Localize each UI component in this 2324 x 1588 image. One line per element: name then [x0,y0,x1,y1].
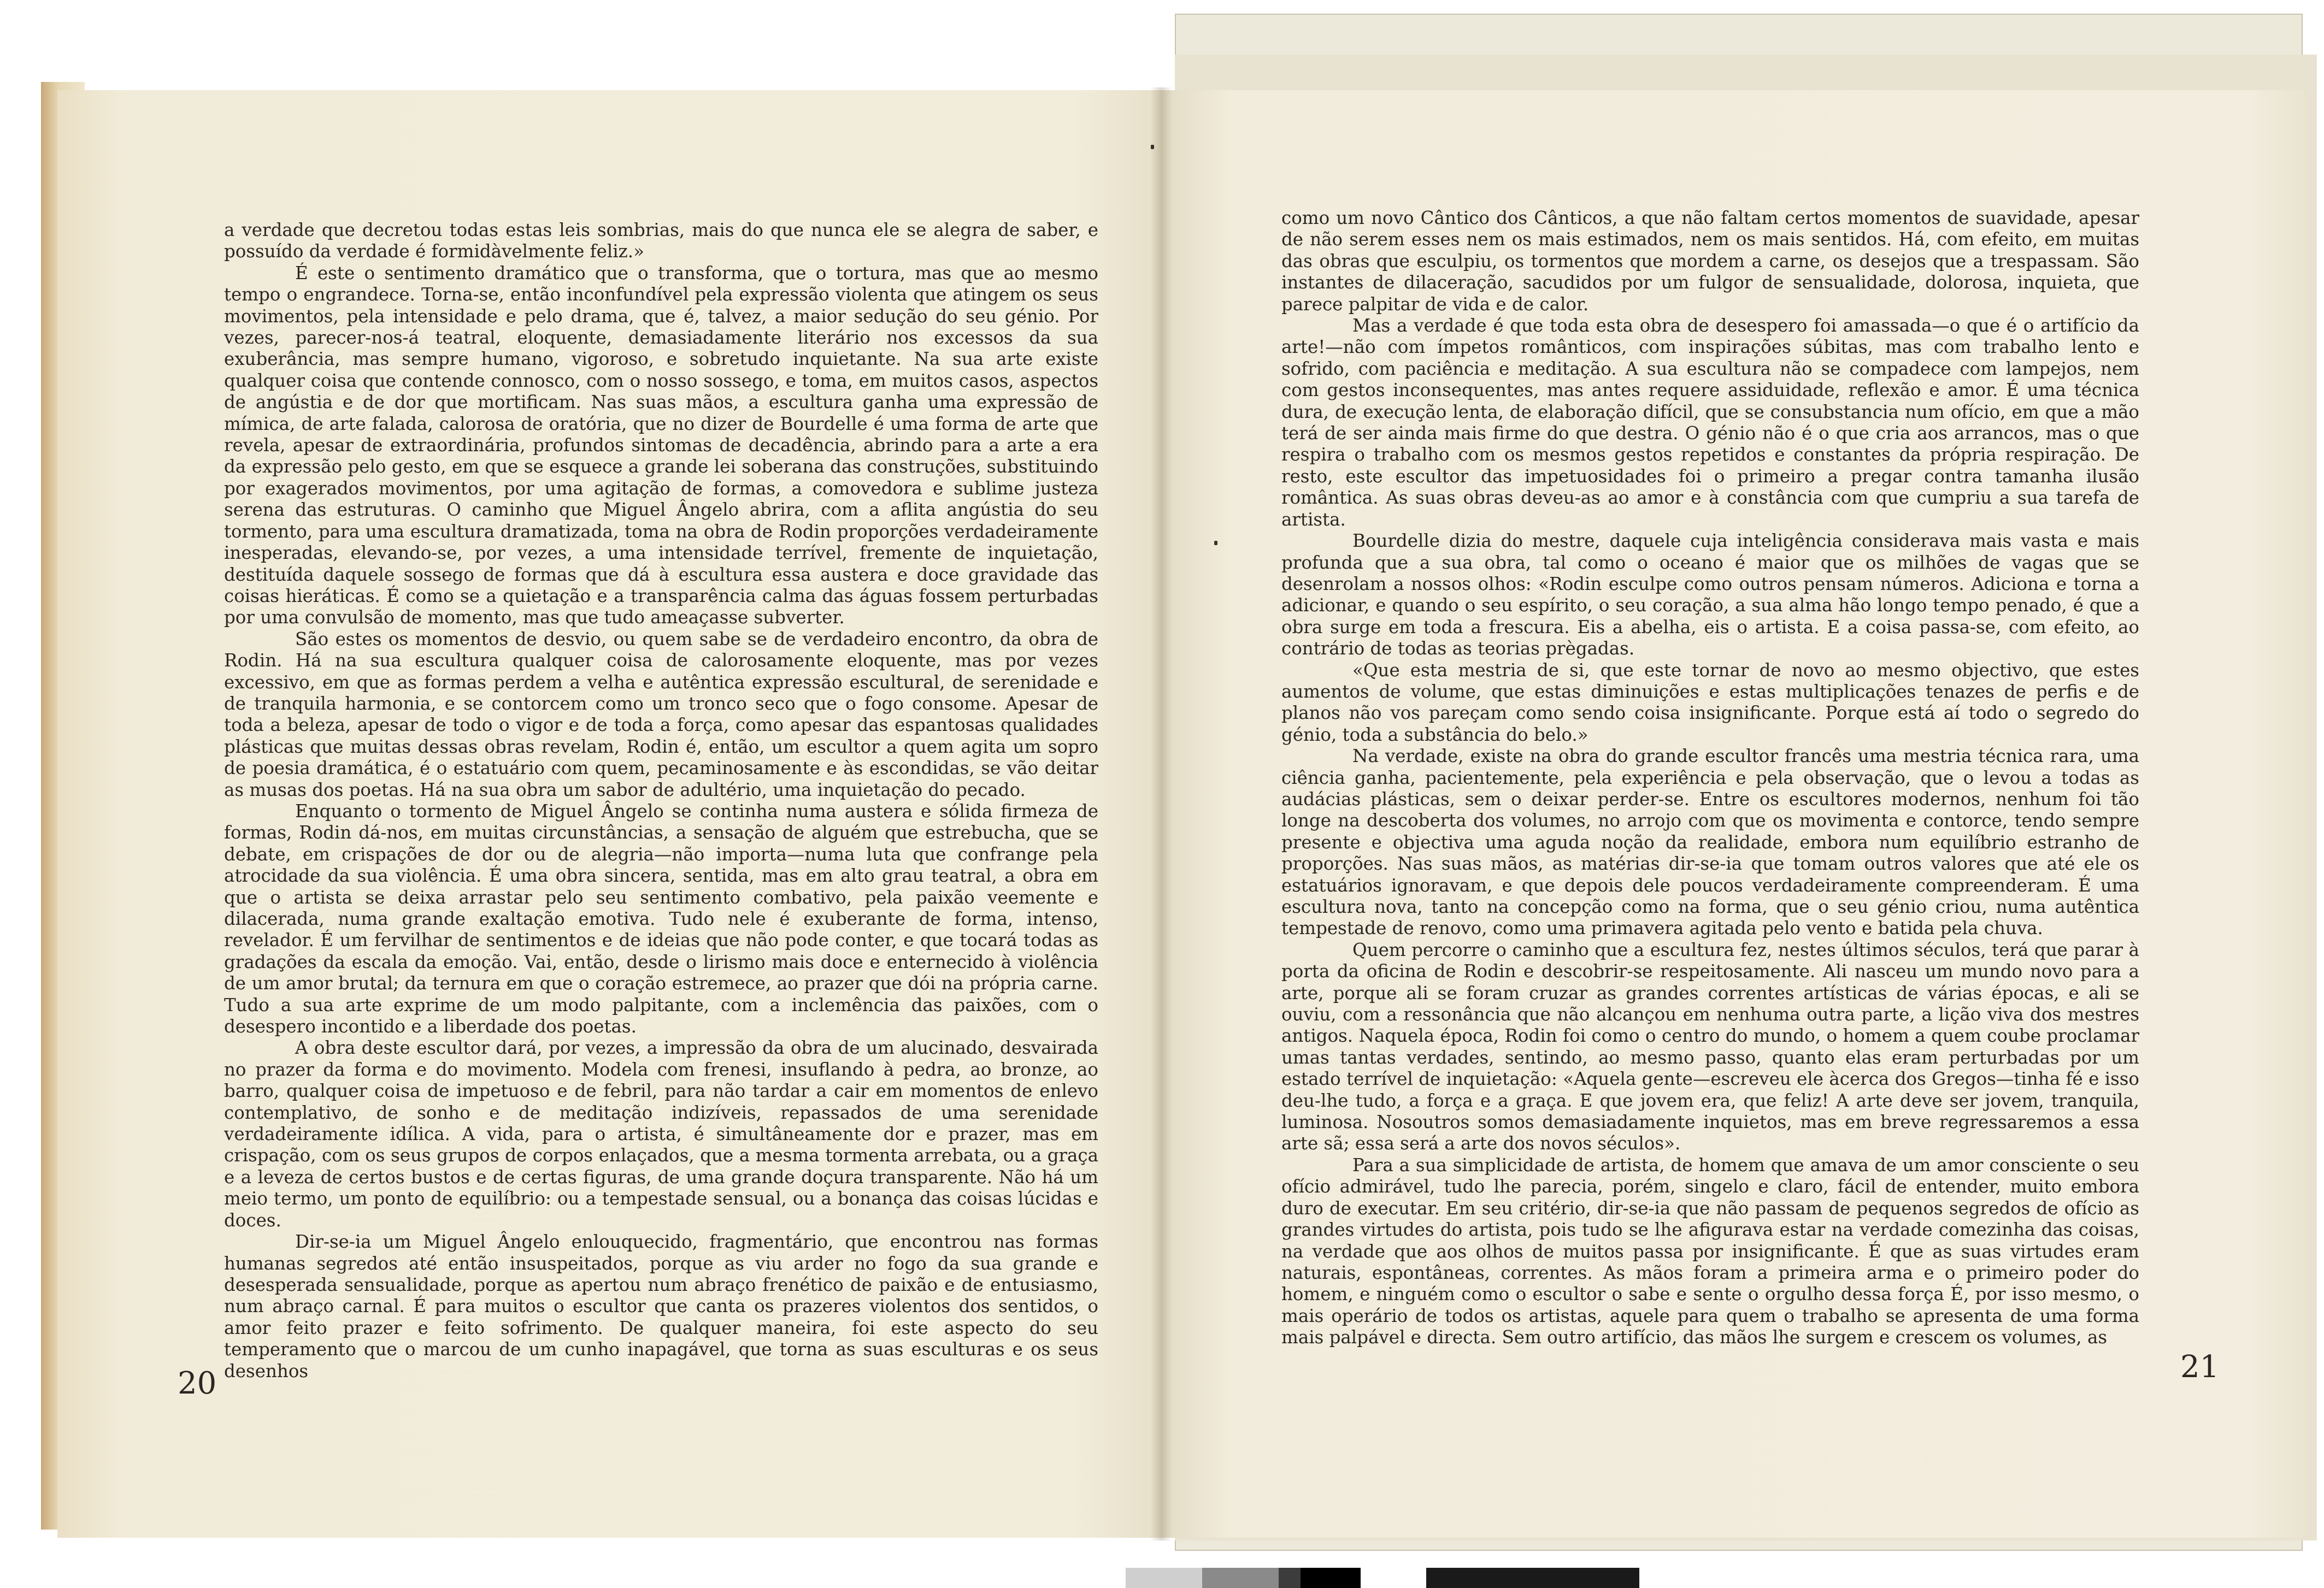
paragraph: Para a sua simplicidade de artista, de homem que amava de um amor consciente o seu ofício admirável, tudo lhe parecia, porém, singelo e claro, fácil de entender, muito embora duro de executar. Em seu critério, dir-se-ia que não passam de pequenos segredos de ofício as grandes virtudes do artista, pois tudo se lhe afigurava estar na verdade comezinha das coisas, na verdade que aos olhos de muitos passa por insignificante. É que as suas virtudes eram naturais, espontâneas, correntes. As mãos foram a primeira arma e o primeiro poder do homem, e ninguém como o escultor o sabe e sente o orgulho dessa força É, por isso mesmo, o mais operário de todos os artistas, aquele para quem o trabalho se apresenta de uma forma mais palpável e directa. Sem outro artifício, das mãos lhe surgem e crescem os volumes, as [1281,1154,2139,1348]
paragraph: Na verdade, existe na obra do grande escultor francês uma mestria técnica rara, uma ciência ganha, pacientemente, pela experiência e pela observação, que o levou a todas as audácias plásticas, sem o deixar perder-se. Entre os escultores modernos, nenhum foi tão longe na descoberta dos volumes, no arrojo com que os movimenta e contorce, tendo sempre presente e objectiva uma aguda noção da realidade, embora num equilíbrio estranho de proporções. Nas suas mãos, as matérias dir-se-ia que tomam outros valores que até ele os estatuários ignoravam, e que depois dele poucos verdadeiramente compreenderam. É uma escultura nova, tanto na concepção como na forma, que o seu génio criou, numa autêntica tempestade de renovo, como uma primavera agitada pelo vento e batida pela chuva. [1281,746,2139,939]
paragraph: A obra deste escultor dará, por vezes, a impressão da obra de um alucinado, desvairada no prazer da forma e do movimento. Modela com frenesi, insuflando à pedra, ao bronze, ao barro, qualquer coisa de impetuoso e de febril, para não tardar a cair em momentos de enlevo contemplativo, de sonho e de meditação indizíveis, repassados de uma serenidade verdadeiramente idílica. A vida, para o artista, é simultâneamente dor e prazer, mas em crispação, com os seus grupos de corpos enlaçados, que a mesma tormenta arrebata, ou a graça e a leveza de certos bustos e de certas figuras, de uma grande doçura transparente. Não há um meio termo, um ponto de equilíbrio: ou a tempestade sensual, ou a bonança das coisas lúcidas e doces. [224,1037,1098,1231]
page-number-right: 21 [2180,1349,2220,1385]
calibration-swatch [1279,1568,1301,1588]
paragraph: Quem percorre o caminho que a escultura fez, nestes últimos séculos, terá que parar à porta da oficina de Rodin e descobrir-se respeitosamente. Ali nasceu um mundo novo para a arte, porque ali se foram cruzar as grandes correntes artísticas de várias épocas, e ali se ouviu, com a ressonância que não alcançou em nenhuma outra parte, a lição viva dos mestres antigos. Naquela época, Rodin foi como o centro do mundo, o homem a quem coube proclamar umas tantas verdades, sentindo, ao mesmo passo, quanto elas eram perturbadas por um estado terrível de inquietação: «Aquela gente—escreveu ele àcerca dos Gregos—tinha fé e isso deu-lhe tudo, a força e a graça. E que jovem era, que feliz! A arte deve ser jovem, tranquila, luminosa. Nosoutros somos demasiadamente inquietos, mas em breve regressaremos a essa arte sã; essa será a arte dos novos séculos». [1281,939,2139,1154]
calibration-swatch [1361,1568,1426,1588]
paragraph: Enquanto o tormento de Miguel Ângelo se continha numa austera e sólida firmeza de formas, Rodin dá-nos, em muitas circunstâncias, a sensação de alguém que estrebucha, que se debate, em crispações de dor ou de alegria—não importa—numa luta que confrange pela atrocidade da sua violência. É uma obra sincera, sentida, mas em alto grau teatral, a obra em que o artista se deixa arrastar pelo seu sentimento combativo, pela paixão veemente e dilacerada, numa grande exaltação emotiva. Tudo nele é exuberante de forma, intenso, revelador. É um fervilhar de sentimentos e de ideias que não pode conter, e que tocará todas as gradações da escala da emoção. Vai, então, desde o lirismo mais doce e enternecido à violência de um amor brutal; da ternura em que o coração estremece, ao prazer que dói na própria carne. Tudo a sua arte exprime de um modo palpitante, com a inclemência das paixões, com o desespero incontido e a liberdade dos poetas. [224,800,1098,1037]
paper-speck [1214,541,1217,545]
right-page-text [1281,208,2139,1349]
paragraph: Dir-se-ia um Miguel Ângelo enlouquecido, fragmentário, que encontrou nas formas humanas segredos até então insuspeitados, porque as viu arder no fogo da sua grande e desesperada sensualidade, porque as apertou num abraço frenético de paixão e de entusiasmo, num abraço carnal. É para muitos o escultor que canta os prazeres violentos dos sentidos, o amor feito prazer e feito sofrimento. De qualquer maneira, foi este aspecto do seu temperamento que o marcou de um cunho inapagável, que torna as suas esculturas e os seus desenhos [224,1231,1098,1382]
page-number-left: 20 [178,1366,217,1401]
calibration-swatch [1202,1568,1279,1588]
paragraph: como um novo Cântico dos Cânticos, a que não faltam certos momentos de suavidade, apesar de não serem esses nem os mais estimados, nem os mais sentidos. Há, com efeito, em muitas das obras que esculpiu, os tormentos que mordem a carne, os desejos que a trespassam. São instantes de dilaceração, sacudidos por um fulgor de sensualidade, dolorosa, inquieta, que parece palpitar de vida e de calor. [1281,208,2139,315]
paragraph: São estes os momentos de desvio, ou quem sabe se de verdadeiro encontro, da obra de Rodin. Há na sua escultura qualquer coisa de calorosamente eloquente, mas por vezes excessivo, em que as formas perdem a velha e autêntica expressão escultural, de serenidade e de tranquila harmonia, e se contorcem como um tronco seco que o fogo consome. Apesar de toda a beleza, apesar de todo o vigor e de toda a força, como apesar das espantosas qualidades plásticas que muitas dessas obras revelam, Rodin é, então, um escultor a quem agita um sopro de poesia dramática, é o estatuário com quem, pecaminosamente e às escondidas, se vão deitar as musas dos poetas. Há na sua obra um sabor de adultério, uma inquietação do pecado. [224,628,1098,800]
calibration-swatch [1301,1568,1361,1588]
calibration-swatch [1426,1568,1639,1588]
color-calibration-strip [1126,1568,1639,1588]
left-page-text [224,220,1098,1382]
paragraph: Mas a verdade é que toda esta obra de desespero foi amassada—o que é o artifício da arte!—não com ímpetos românticos, com inspirações súbitas, mas com trabalho lento e sofrido, com paciência e meditação. A sua escultura não se compadece com lampejos, nem com gestos inconsequentes, mas antes requere assiduidade, reflexão e amor. É uma técnica dura, de execução lenta, de elaboração difícil, que se consubstancia num ofício, em que a mão terá de ser ainda mais firme do que destra. O génio não é o que cria aos arrancos, mas o que respira o trabalho com os mesmos gestos repetidos e constantes da própria respiração. De resto, este escultor das impetuosidades foi o primeiro a pregar contra tamanha ilusão romântica. As suas obras deveu-as ao amor e à constância com que cumpriu a sua tarefa de artista. [1281,315,2139,530]
paragraph: É este o sentimento dramático que o transforma, que o tortura, mas que ao mesmo tempo o engrandece. Torna-se, então inconfundível pela expressão violenta que atingem os seus movimentos, pela intensidade e pelo drama, que é, talvez, a maior sedução do seu génio. Por vezes, parecer-nos-á teatral, eloquente, demasiadamente literário nos excessos da sua exuberância, mas sempre humano, vigoroso, e sobretudo inquietante. Na sua arte existe qualquer coisa que contende connosco, com o nosso sossego, e toma, em muitos casos, aspectos de angústia e de dor que mortificam. Nas suas mãos, a escultura ganha uma expressão de mímica, de arte falada, calorosa de oratória, que no dizer de Bourdelle é uma forma de arte que revela, apesar de extraordinária, profundos sintomas de decadência, abrindo para a arte a era da expressão pelo gesto, em que se esquece a grande lei soberana das construções, substituindo por exagerados movimentos, por uma agitação de formas, a comovedora e sublime justeza serena das estruturas. O caminho que Miguel Ângelo abrira, com a aflita angústia do seu tormento, para uma escultura dramatizada, toma na obra de Rodin proporções verdadeiramente inesperadas, elevando-se, por vezes, a uma intensidade terrível, fremente de inquietação, destituída daquele sossego de formas que dá à escultura essa austera e doce gravidade das coisas hieráticas. É como se a quietação e a transparência calma das águas fossem perturbadas por uma convulsão de momento, mas que tudo ameaçasse subverter. [224,262,1098,628]
book-gutter [1150,87,1172,1540]
calibration-swatch [1126,1568,1202,1588]
paragraph: «Que esta mestria de si, que este tornar de novo ao mesmo objectivo, que estes aumentos de volume, que estas diminuições e estas multiplicações tenazes de perfis e de planos não vos pareçam como sendo coisa insignificante. Porque está aí todo o segredo do génio, toda a substância do belo.» [1281,659,2139,745]
paper-speck [1151,145,1154,149]
paragraph: Bourdelle dizia do mestre, daquele cuja inteligência considerava mais vasta e mais profunda que a sua obra, tal como o oceano é maior que os milhões de vagas que se desenrolam a nossos olhos: «Rodin esculpe como outros pensam números. Adiciona e torna a adicionar, e quando o seu espírito, o seu coração, a sua alma hão longo tempo penado, é que a obra surge em toda a frescura. Eis a abelha, eis o artista. E a coisa passa-se, com efeito, ao contrário de todas as teorias prègadas. [1281,530,2139,659]
paragraph: a verdade que decretou todas estas leis sombrias, mais do que nunca ele se alegra de saber, e possuído da verdade é formidàvelmente feliz.» [224,220,1098,262]
